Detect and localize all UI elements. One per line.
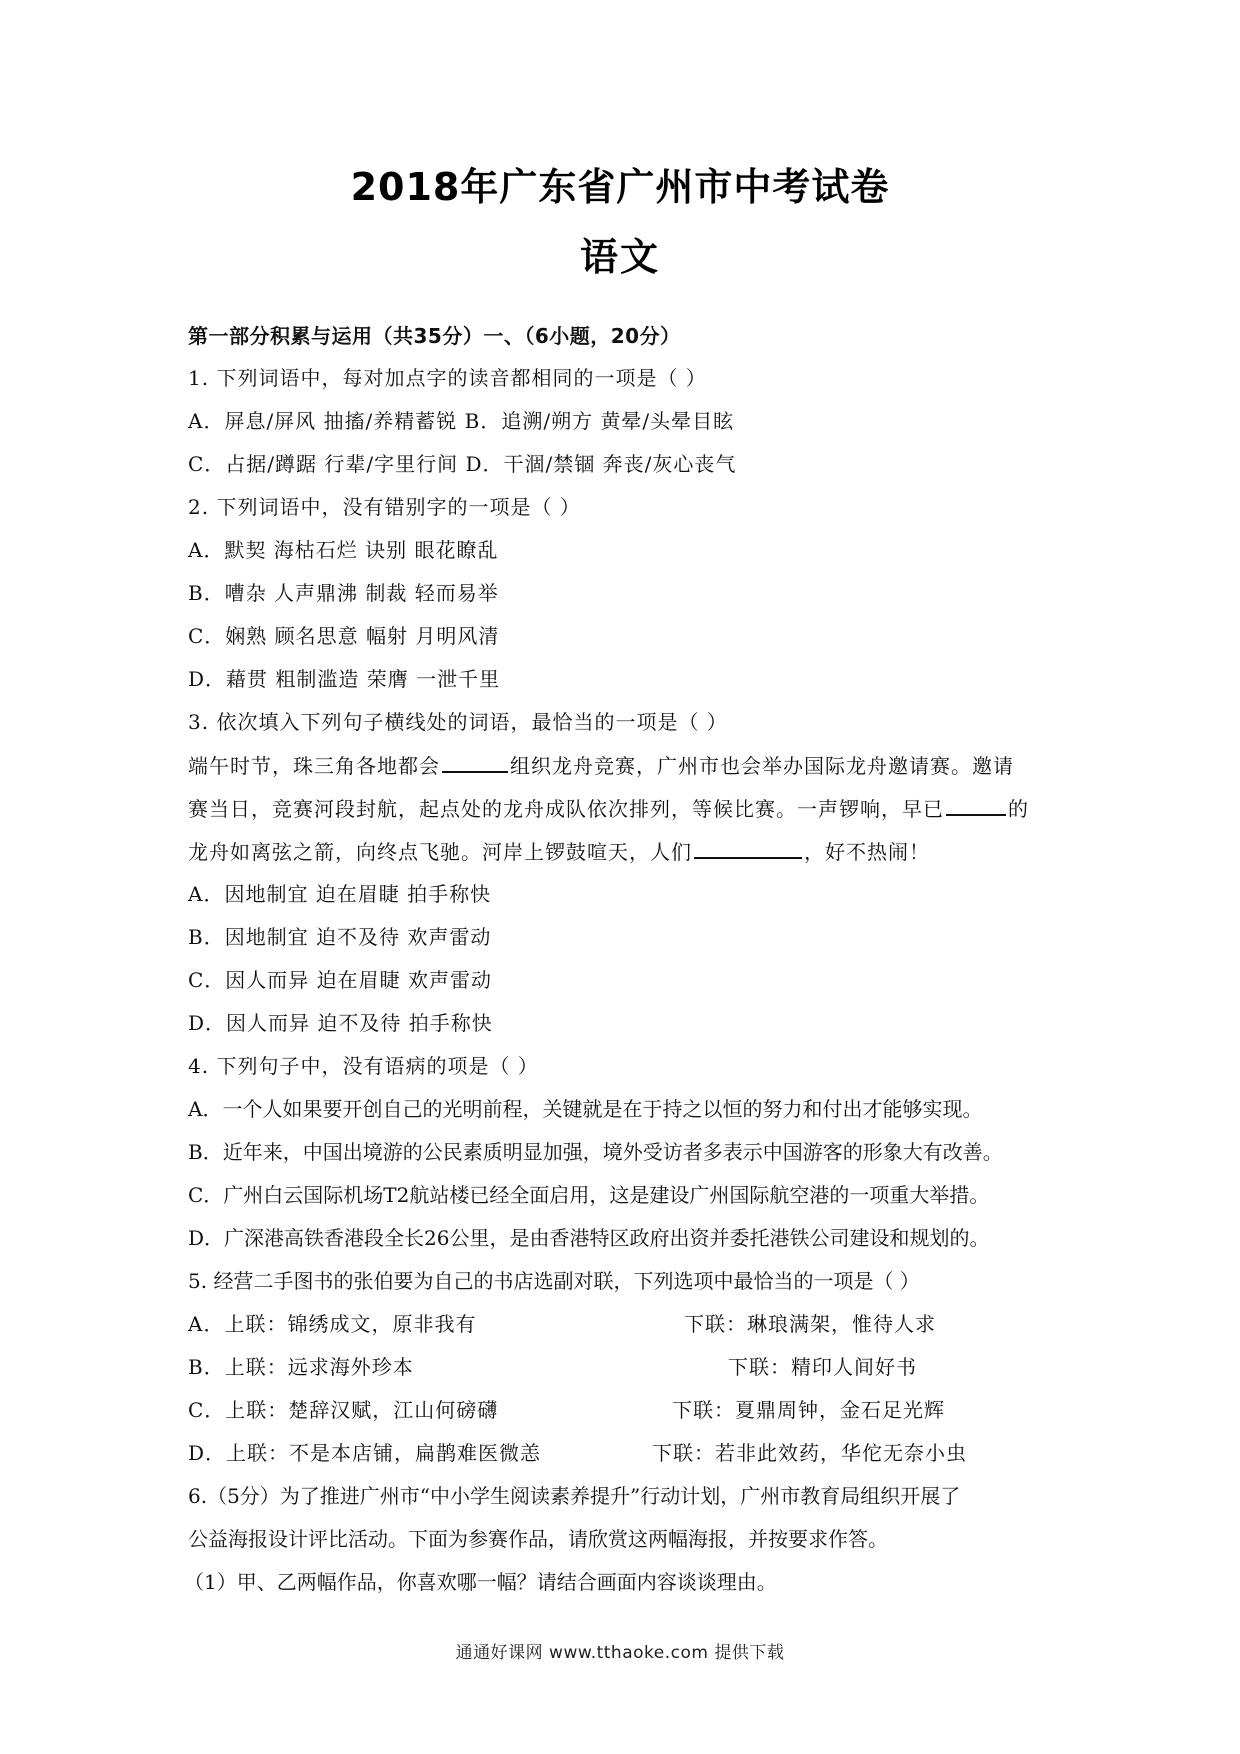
q3-passage-3a: 龙舟如离弦之箭，向终点飞驰。河岸上锣鼓喧天，人们 <box>188 840 692 864</box>
q4-option-b: B．近年来，中国出境游的公民素质明显加强，境外受访者多表示中国游客的形象大有改善。 <box>188 1140 1003 1164</box>
q1-stem: 1. 下列词语中，每对加点字的读音都相同的一项是（ ） <box>188 366 707 390</box>
q5-option-d-upper: D．上联：不是本店铺，扁鹊难医微恙 <box>188 1441 542 1465</box>
q3-passage-3b: ，好不热闹！ <box>804 840 930 864</box>
q3-passage-2a: 赛当日，竞赛河段封航，起点处的龙舟成队依次排列，等候比赛。一声锣响，早已 <box>188 797 944 821</box>
q3-option-c: C．因人而异 迫在眉睫 欢声雷动 <box>188 968 493 992</box>
q1-options-cd: C．占据/蹲踞 行辈/字里行间 D．干涸/禁锢 奔丧/灰心丧气 <box>188 452 737 476</box>
q5-option-c-lower: 下联：夏鼎周钟，金石足光辉 <box>672 1398 945 1422</box>
q3-passage-1b: 组织龙舟竞赛，广州市也会举办国际龙舟邀请赛。邀请 <box>510 754 1014 778</box>
section-heading: 第一部分积累与运用（共35分）一、（6小题，20分） <box>188 324 681 348</box>
q3-option-d: D．因人而异 迫不及待 拍手称快 <box>188 1011 493 1035</box>
q2-option-c: C．娴熟 顾名思意 幅射 月明风清 <box>188 624 500 648</box>
q2-stem: 2. 下列词语中，没有错别字的一项是（ ） <box>188 495 581 519</box>
fill-blank-2 <box>946 794 1006 816</box>
q5-option-d-lower: 下联：若非此效药，华佗无奈小虫 <box>652 1441 967 1465</box>
q3-passage-1a: 端午时节，珠三角各地都会 <box>188 754 440 778</box>
q5-stem: 5. 经营二手图书的张伯要为自己的书店选副对联，下列选项中最恰当的一项是（ ） <box>188 1269 920 1293</box>
q6-sub-question-1: （1）甲、乙两幅作品，你喜欢哪一幅？请结合画面内容谈谈理由。 <box>184 1570 777 1594</box>
q3-passage-line-1 <box>188 751 1014 780</box>
q3-option-a: A．因地制宜 迫在眉睫 拍手称快 <box>188 882 492 906</box>
q6-stem-line-1: 6.（5分）为了推进广州市“中小学生阅读素养提升”行动计划，广州市教育局组织开展了 <box>188 1484 961 1508</box>
q6-stem-line-2: 公益海报设计评比活动。下面为参赛作品，请欣赏这两幅海报，并按要求作答。 <box>188 1527 888 1551</box>
q5-option-b-lower: 下联：精印人间好书 <box>728 1355 917 1379</box>
q5-option-b-upper: B．上联：远求海外珍本 <box>188 1355 414 1379</box>
q5-option-c-upper: C．上联：楚辞汉赋，江山何磅礴 <box>188 1398 499 1422</box>
q5-option-a-upper: A．上联：锦绣成文，原非我有 <box>188 1312 477 1336</box>
q4-option-a: A．一个人如果要开创自己的光明前程，关键就是在于持之以恒的努力和付出才能够实现。 <box>188 1097 983 1121</box>
q3-passage-line-2 <box>188 794 1029 823</box>
q1-options-ab: A．屏息/屏风 抽搐/养精蓄锐 B．追溯/朔方 黄晕/头晕目眩 <box>188 409 735 433</box>
q2-option-d: D．藉贯 粗制滥造 荣膺 一泄千里 <box>188 667 501 691</box>
q3-stem: 3. 依次填入下列句子横线处的词语，最恰当的一项是（ ） <box>188 710 728 734</box>
page-footer: 通通好课网 www.tthaoke.com 提供下载 <box>455 1643 785 1663</box>
q3-passage-2b: 的 <box>1008 797 1029 821</box>
q4-option-c: C．广州白云国际机场T2航站楼已经全面启用，这是建设广州国际航空港的一项重大举措。 <box>188 1183 990 1207</box>
fill-blank-1 <box>442 751 508 773</box>
q4-stem: 4. 下列句子中，没有语病的项是（ ） <box>188 1054 539 1078</box>
fill-blank-3 <box>694 837 802 859</box>
q4-option-d: D．广深港高铁香港段全长26公里，是由香港特区政府出资并委托港铁公司建设和规划的。 <box>188 1226 990 1250</box>
page-title: 2018年广东省广州市中考试卷 <box>350 165 890 209</box>
q2-option-b: B．嘈杂 人声鼎沸 制裁 轻而易举 <box>188 581 499 605</box>
q2-option-a: A．默契 海枯石烂 诀别 眼花瞭乱 <box>188 538 499 562</box>
q5-option-a-lower: 下联：琳琅满架，惟待人求 <box>684 1312 936 1336</box>
q3-passage-line-3 <box>188 837 930 866</box>
subject-title: 语文 <box>579 235 660 279</box>
q3-option-b: B．因地制宜 迫不及待 欢声雷动 <box>188 925 492 949</box>
